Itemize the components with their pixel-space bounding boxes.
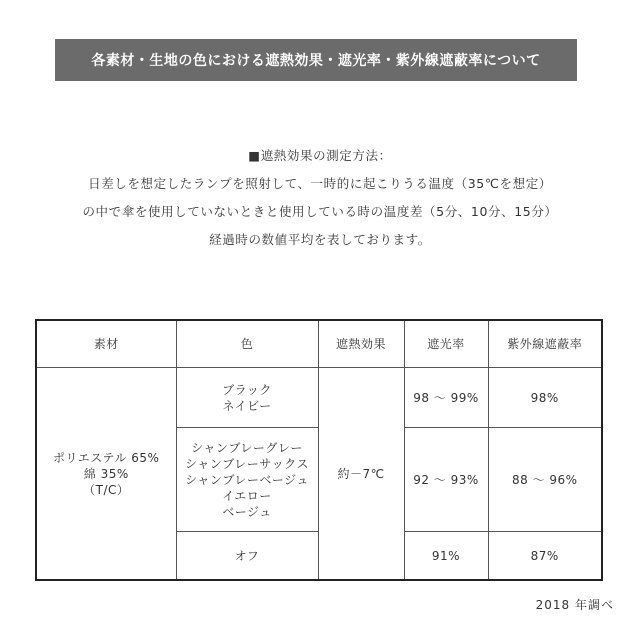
color-name: ブラック — [222, 382, 272, 397]
header-color: 色 — [176, 320, 318, 368]
header-material: 素材 — [36, 320, 176, 368]
method-heading: ■遮熱効果の測定方法： — [248, 148, 392, 163]
method-line-1: 日差しを想定したランプを照射して、一時的に起こりうる温度（35℃を想定） — [88, 176, 552, 191]
header-heat-effect: 遮熱効果 — [318, 320, 404, 368]
shading-cell: 91% — [404, 532, 488, 580]
uv-cell: 88 ～ 96% — [488, 428, 602, 532]
header-uv-rate: 紫外線遮蔽率 — [488, 320, 602, 368]
shading-cell: 98 ～ 99% — [404, 368, 488, 428]
color-name: シャンブレーサックス — [185, 456, 309, 471]
method-line-2: の中で傘を使用していないときと使用している時の温度差（5分、10分、15分） — [82, 204, 558, 219]
color-cell — [176, 532, 318, 580]
material-cell — [36, 368, 176, 581]
uv-cell: 87% — [488, 532, 602, 580]
color-name: ベージュ — [222, 504, 272, 519]
material-line: ポリエステル 65% — [53, 450, 160, 465]
color-name: オフ — [234, 548, 260, 563]
material-line: 綿 35% — [83, 466, 129, 481]
color-name: シャンブレーベージュ — [185, 472, 309, 487]
table-row — [36, 368, 602, 428]
color-cell — [176, 428, 318, 532]
spec-table — [35, 319, 603, 581]
shading-cell: 92 ～ 93% — [404, 428, 488, 532]
heat-effect-cell: 約－7℃ — [318, 368, 404, 581]
method-line-3: 経過時の数値平均を表しております。 — [209, 232, 431, 247]
measurement-method — [0, 142, 640, 254]
table-header-row — [36, 320, 602, 368]
page-title: 各素材・生地の色における遮熱効果・遮光率・紫外線遮蔽率について — [91, 53, 541, 69]
material-line: （T/C） — [83, 482, 130, 497]
color-name: ネイビー — [222, 398, 272, 413]
color-name: イエロー — [222, 488, 272, 503]
survey-year-note: 2018 年調べ — [535, 598, 614, 612]
uv-cell: 98% — [488, 368, 602, 428]
header-shading-rate: 遮光率 — [404, 320, 488, 368]
color-cell — [176, 368, 318, 428]
page-title-banner — [55, 39, 577, 81]
color-name: シャンブレーグレー — [191, 440, 303, 455]
